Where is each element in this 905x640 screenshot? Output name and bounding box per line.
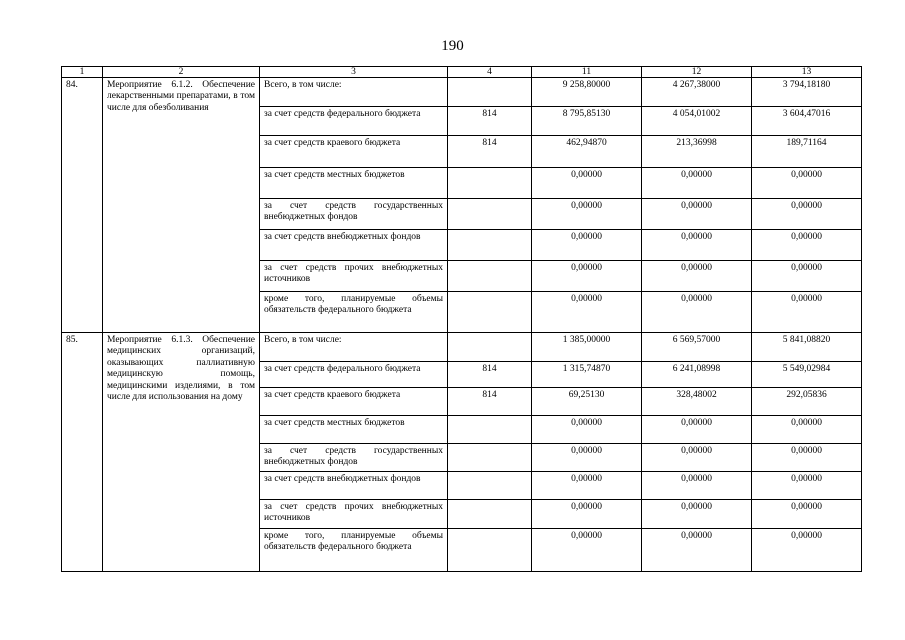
- value-col-13: 0,00000: [752, 230, 862, 261]
- funding-source: за счет средств краевого бюджета: [260, 136, 448, 168]
- value-col-12: 0,00000: [642, 444, 752, 472]
- value-col-11: 8 795,85130: [532, 107, 642, 136]
- value-col-12: 4 267,38000: [642, 78, 752, 107]
- value-col-11: 1 315,74870: [532, 362, 642, 388]
- budget-code: [448, 78, 532, 107]
- budget-code: 814: [448, 388, 532, 416]
- column-header: 3: [260, 67, 448, 78]
- budget-table: [61, 66, 862, 572]
- value-col-12: 0,00000: [642, 472, 752, 500]
- funding-source: за счет средств государственных внебюджетных фондов: [260, 199, 448, 230]
- page-number: 190: [441, 38, 464, 54]
- activity-number: 84.: [62, 78, 103, 333]
- column-header-row: [62, 67, 862, 78]
- budget-code: 814: [448, 362, 532, 388]
- value-col-11: 0,00000: [532, 230, 642, 261]
- value-col-11: 69,25130: [532, 388, 642, 416]
- value-col-13: 0,00000: [752, 472, 862, 500]
- value-col-11: 0,00000: [532, 199, 642, 230]
- value-col-13: 0,00000: [752, 500, 862, 529]
- value-col-11: 0,00000: [532, 292, 642, 333]
- funding-source: за счет средств внебюджетных фондов: [260, 472, 448, 500]
- funding-source: за счет средств федерального бюджета: [260, 362, 448, 388]
- column-header: 12: [642, 67, 752, 78]
- budget-code: [448, 168, 532, 199]
- table-body: [62, 67, 862, 572]
- value-col-12: 0,00000: [642, 199, 752, 230]
- funding-source: за счет средств федерального бюджета: [260, 107, 448, 136]
- value-col-12: 0,00000: [642, 292, 752, 333]
- activity-number: 85.: [62, 333, 103, 572]
- value-col-12: 0,00000: [642, 416, 752, 444]
- value-col-11: 0,00000: [532, 168, 642, 199]
- value-col-11: 0,00000: [532, 444, 642, 472]
- budget-code: [448, 292, 532, 333]
- budget-code: [448, 500, 532, 529]
- funding-source: кроме того, планируемые объемы обязательств федерального бюджета: [260, 292, 448, 333]
- value-col-11: 0,00000: [532, 261, 642, 292]
- value-col-12: 4 054,01002: [642, 107, 752, 136]
- funding-source: за счет средств краевого бюджета: [260, 388, 448, 416]
- funding-source: за счет средств прочих внебюджетных источников: [260, 500, 448, 529]
- budget-code: [448, 472, 532, 500]
- value-col-13: 5 549,02984: [752, 362, 862, 388]
- funding-source: Всего, в том числе:: [260, 78, 448, 107]
- column-header: 13: [752, 67, 862, 78]
- value-col-13: 0,00000: [752, 168, 862, 199]
- value-col-13: 292,05836: [752, 388, 862, 416]
- value-col-12: 0,00000: [642, 230, 752, 261]
- budget-code: [448, 333, 532, 362]
- activity-name: Мероприятие 6.1.2. Обеспечение лекарственными препаратами, в том числе для обезболивания: [103, 78, 260, 333]
- value-col-12: 0,00000: [642, 168, 752, 199]
- value-col-13: 3 604,47016: [752, 107, 862, 136]
- value-col-12: 213,36998: [642, 136, 752, 168]
- value-col-13: 0,00000: [752, 444, 862, 472]
- value-col-13: 0,00000: [752, 416, 862, 444]
- column-header: 1: [62, 67, 103, 78]
- budget-code: [448, 230, 532, 261]
- value-col-13: 0,00000: [752, 199, 862, 230]
- value-col-12: 328,48002: [642, 388, 752, 416]
- value-col-11: 0,00000: [532, 500, 642, 529]
- budget-code: [448, 261, 532, 292]
- funding-source: кроме того, планируемые объемы обязательств федерального бюджета: [260, 529, 448, 572]
- budget-code: [448, 444, 532, 472]
- activity-name: Мероприятие 6.1.3. Обеспечение медицинских организаций, оказывающих паллиативную медицинскую помощь, медицинскими изделиями, в том числе для использования на дому: [103, 333, 260, 572]
- value-col-12: 6 241,08998: [642, 362, 752, 388]
- value-col-13: 0,00000: [752, 529, 862, 572]
- value-col-13: 189,71164: [752, 136, 862, 168]
- budget-code: 814: [448, 136, 532, 168]
- table-row: [62, 78, 862, 107]
- column-header: 2: [103, 67, 260, 78]
- funding-source: за счет средств местных бюджетов: [260, 416, 448, 444]
- value-col-12: 0,00000: [642, 529, 752, 572]
- value-col-11: 1 385,00000: [532, 333, 642, 362]
- budget-code: [448, 529, 532, 572]
- table-row: [62, 333, 862, 362]
- value-col-11: 0,00000: [532, 529, 642, 572]
- column-header: 4: [448, 67, 532, 78]
- value-col-12: 6 569,57000: [642, 333, 752, 362]
- budget-code: [448, 199, 532, 230]
- funding-source: Всего, в том числе:: [260, 333, 448, 362]
- value-col-13: 3 794,18180: [752, 78, 862, 107]
- value-col-12: 0,00000: [642, 261, 752, 292]
- funding-source: за счет средств государственных внебюджетных фондов: [260, 444, 448, 472]
- value-col-13: 0,00000: [752, 292, 862, 333]
- value-col-11: 0,00000: [532, 416, 642, 444]
- budget-code: [448, 416, 532, 444]
- value-col-13: 0,00000: [752, 261, 862, 292]
- value-col-13: 5 841,08820: [752, 333, 862, 362]
- value-col-11: 9 258,80000: [532, 78, 642, 107]
- value-col-11: 462,94870: [532, 136, 642, 168]
- value-col-12: 0,00000: [642, 500, 752, 529]
- value-col-11: 0,00000: [532, 472, 642, 500]
- column-header: 11: [532, 67, 642, 78]
- funding-source: за счет средств прочих внебюджетных источников: [260, 261, 448, 292]
- budget-code: 814: [448, 107, 532, 136]
- funding-source: за счет средств местных бюджетов: [260, 168, 448, 199]
- funding-source: за счет средств внебюджетных фондов: [260, 230, 448, 261]
